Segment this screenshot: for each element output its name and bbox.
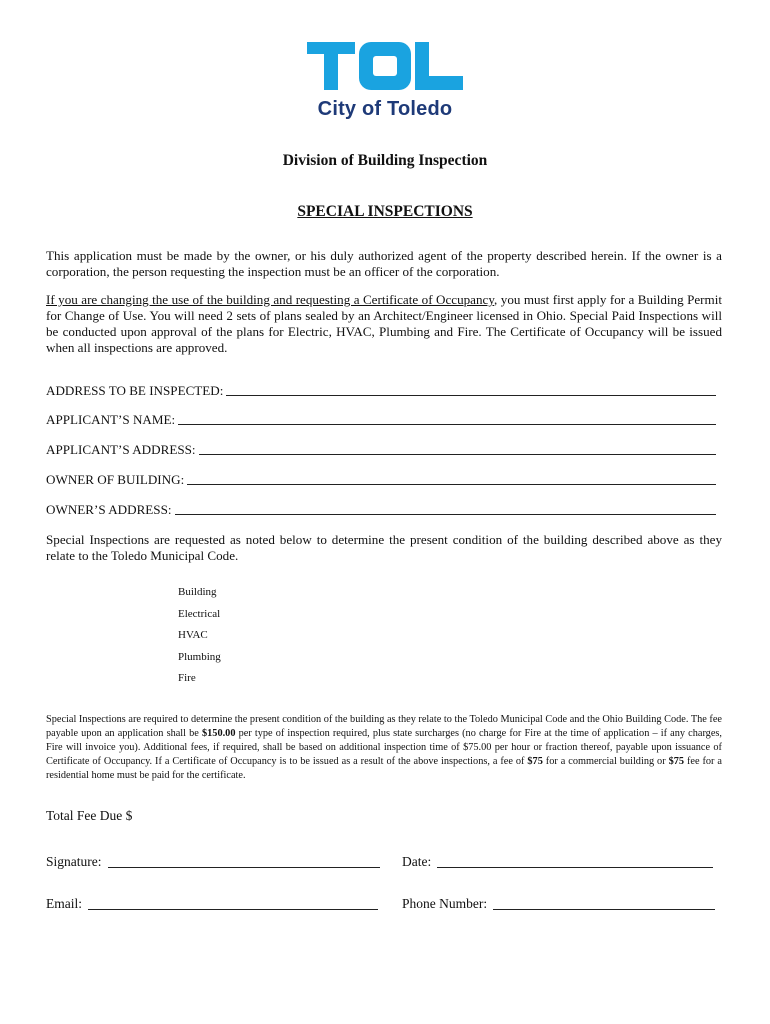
fees-text-3: for a commercial building or: [542, 756, 669, 767]
address-label: ADDRESS TO BE INSPECTED:: [46, 383, 224, 398]
applicant-name-line[interactable]: [178, 412, 716, 425]
city-name: City of Toledo: [317, 98, 453, 120]
owner-address-field[interactable]: [46, 502, 722, 518]
applicant-name-field[interactable]: [46, 412, 722, 428]
change-of-use-paragraph: [46, 292, 722, 356]
inspection-type-building[interactable]: Building: [178, 586, 217, 598]
email-field[interactable]: [46, 896, 402, 912]
owner-field[interactable]: [46, 472, 722, 488]
owner-address-line[interactable]: [175, 502, 717, 515]
signature-line[interactable]: [108, 854, 380, 868]
fee-application: $150.00: [202, 728, 236, 739]
city-logo: [0, 38, 770, 121]
division-heading: Division of Building Inspection: [282, 152, 488, 169]
owner-label: OWNER OF BUILDING:: [46, 472, 185, 487]
signature-label: Signature:: [46, 854, 102, 869]
page-title: SPECIAL INSPECTIONS: [297, 203, 473, 220]
fees-text-2: per type of inspection required, plus state surcharges (no charge for Fire at the time of application – if any charges, Fire will invoice you). Additional fees, if required, shall be based on additional inspection time of $75.00 per hour or fraction thereof, payable upon issuance of Certificate of Occupancy. If a Certificate of Occupancy is to be issued as a result of the above inspections, a fee of: [46, 728, 722, 767]
applicant-address-label: APPLICANT’S ADDRESS:: [46, 442, 196, 457]
inspection-type-hvac[interactable]: HVAC: [178, 629, 208, 641]
email-label: Email:: [46, 896, 82, 911]
request-paragraph: Special Inspections are requested as noted below to determine the present condition of the building described above as they relate to the Toledo Municipal Code.: [46, 532, 722, 563]
owner-line[interactable]: [187, 472, 716, 485]
owner-address-label: OWNER’S ADDRESS:: [46, 502, 172, 517]
fee-commercial: $75: [527, 756, 543, 767]
applicant-address-field[interactable]: [46, 442, 722, 458]
date-line[interactable]: [437, 854, 713, 868]
fees-text-4: fee for a residential home must be paid for the certificate.: [46, 756, 722, 781]
signature-row: [46, 854, 722, 870]
applicant-name-label: APPLICANT’S NAME:: [46, 412, 176, 427]
fee-residential: $75: [668, 756, 685, 767]
signature-field[interactable]: [46, 854, 402, 870]
phone-line[interactable]: [493, 896, 715, 910]
tol-logo-icon: [305, 38, 465, 94]
address-line[interactable]: [226, 383, 716, 396]
change-of-use-underlined: If you are changing the use of the building and requesting a Certificate of Occupancy: [46, 292, 495, 307]
address-field[interactable]: [46, 383, 722, 399]
inspection-type-list: [178, 586, 221, 694]
intro-paragraph: This application must be made by the owner, or his duly authorized agent of the property described herein. If the owner is a corporation, the person requesting the inspection must be an officer of the corporation.: [46, 248, 722, 279]
phone-label: Phone Number:: [402, 896, 488, 911]
applicant-address-line[interactable]: [199, 442, 716, 455]
total-fee-label: Total Fee Due $: [46, 808, 133, 823]
inspection-type-plumbing[interactable]: Plumbing: [178, 650, 221, 663]
inspection-type-electrical[interactable]: Electrical: [178, 607, 221, 620]
fees-text-1: Special Inspections are required to determine the present condition of the building as they relate to the Toledo Municipal Code and the Ohio Building Code. The fee payable upon an application shall be: [46, 714, 722, 739]
change-of-use-text: , you must first apply for a Building Permit for Change of Use. You will need 2 sets of plans sealed by an Architect/Engineer licensed in Ohio. Special Paid Inspections will be conducted upon approval of the plans for Electric, HVAC, Plumbing and Fire. The Certificate of Occupancy will be issued when all inspections are approved.: [46, 292, 722, 355]
inspection-type-fire[interactable]: Fire: [178, 672, 196, 684]
email-line[interactable]: [88, 896, 378, 910]
contact-row: [46, 896, 722, 912]
fees-paragraph: [46, 713, 722, 783]
phone-field[interactable]: [402, 896, 715, 912]
date-field[interactable]: [402, 854, 713, 870]
date-label: Date:: [402, 854, 432, 869]
